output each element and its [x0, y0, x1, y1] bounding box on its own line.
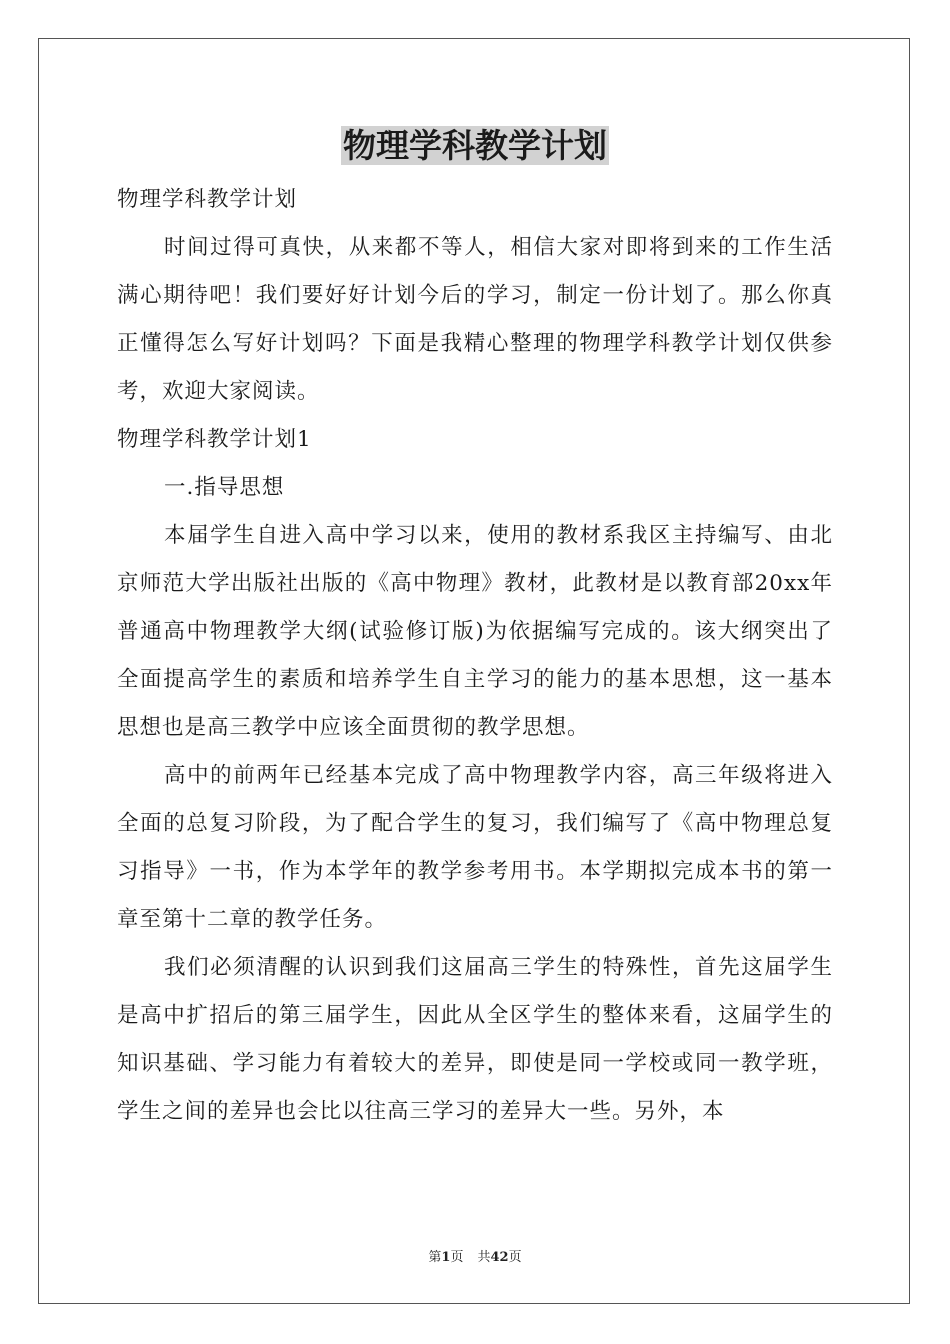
document-body	[117, 176, 833, 1136]
page-prefix: 第	[428, 1250, 442, 1265]
total-pages: 42	[490, 1250, 509, 1265]
body-paragraph: 我们必须清醒的认识到我们这届高三学生的特殊性，首先这届学生是高中扩招后的第三届学生，因此从全区学生的整体来看，这届学生的知识基础、学习能力有着较大的差异，即使是同一学校或同一教学班，学生之间的差异也会比以往高三学习的差异大一些。另外，本	[117, 955, 833, 1124]
section-heading: 一.指导思想	[164, 475, 285, 500]
body-paragraph: 本届学生自进入高中学习以来，使用的教材系我区主持编写、由北京师范大学出版社出版的《高中物理》教材，此教材是以教育部20xx年普通高中物理教学大纲(试验修订版)为依据编写完成的。该大纲突出了全面提高学生的素质和培养学生自主学习的能力的基本思想，这一基本思想也是高三教学中应该全面贯彻的教学思想。	[117, 523, 833, 740]
subtitle: 物理学科教学计划	[117, 187, 298, 212]
total-suffix: 页	[508, 1250, 522, 1265]
document-title-text: 物理学科教学计划	[343, 126, 607, 165]
total-prefix: 共	[477, 1250, 491, 1265]
body-paragraph: 高中的前两年已经基本完成了高中物理教学内容，高三年级将进入全面的总复习阶段，为了配合学生的复习，我们编写了《高中物理总复习指导》一书，作为本学年的教学参考用书。本学期拟完成本书的第一章至第十二章的教学任务。	[117, 763, 833, 932]
page-number: 1	[441, 1250, 451, 1265]
document-title	[0, 124, 950, 168]
section-title: 物理学科教学计划1	[117, 427, 312, 452]
page-footer	[0, 1246, 950, 1265]
page-suffix: 页	[450, 1250, 464, 1265]
intro-paragraph: 时间过得可真快，从来都不等人，相信大家对即将到来的工作生活满心期待吧！我们要好好计划今后的学习，制定一份计划了。那么你真正懂得怎么写好计划吗？下面是我精心整理的物理学科教学计划仅供参考，欢迎大家阅读。	[117, 235, 833, 404]
